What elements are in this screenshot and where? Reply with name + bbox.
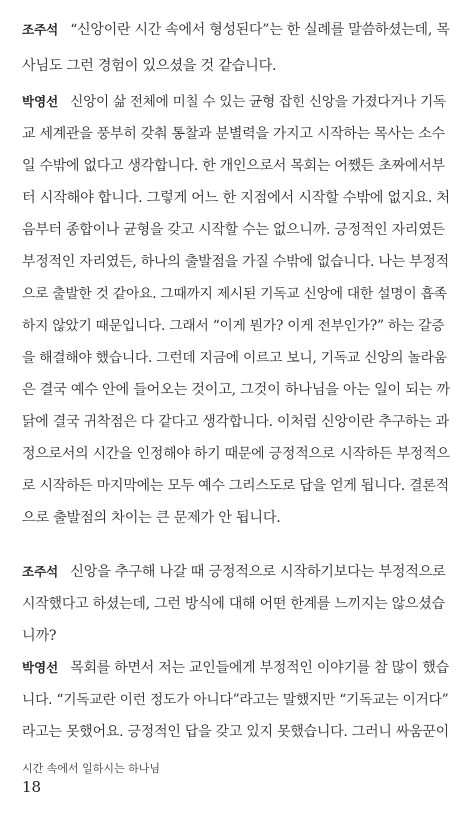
text-line: 시작했다고 하셨는데, 그런 방식에 대해 어떤 한계를 느끼지는 않으셨습 xyxy=(22,596,445,612)
line-text: “신앙이란 시간 속에서 형성된다”는 한 실례를 말씀하셨는데, 목 xyxy=(70,22,450,38)
text-line: 을 해결해야 했습니다. 그런데 지금에 이르고 보니, 기독교 신앙의 놀라움 xyxy=(22,350,447,366)
text-line: 일 수밖에 없다고 생각합니다. 한 개인으로서 목회는 어쨌든 초짜에서부 xyxy=(22,158,445,174)
line-text: 목회를 하면서 저는 교인들에게 부정적인 이야기를 참 많이 했습 xyxy=(70,660,449,676)
speaker-label: 조주석 xyxy=(22,564,59,579)
text-line xyxy=(22,92,450,112)
text-line: 으로 출발한 것 같아요. 그때까지 제시된 기독교 신앙에 대한 설명이 흡족 xyxy=(22,286,447,302)
text-line: 교 세계관을 풍부히 갖춰 통찰과 분별력을 가지고 시작하는 목사는 소수 xyxy=(22,126,445,142)
text-line: 로 시작하든 마지막에는 모두 예수 그리스도로 답을 얻게 됩니다. 결론적 xyxy=(22,478,449,494)
text-line: 정으로서의 시간을 인정해야 하기 때문에 긍정적으로 시작하든 부정적으 xyxy=(22,446,450,462)
text-line: 하지 않았기 때문입니다. 그래서 “이게 뭔가? 이게 전부인가?” 하는 갈증 xyxy=(22,318,445,334)
text-line: 니까? xyxy=(22,628,57,644)
speaker-label: 박영선 xyxy=(22,94,59,109)
text-line xyxy=(22,562,450,582)
text-line: 사님도 그런 경험이 있으셨을 것 같습니다. xyxy=(22,58,277,74)
text-line: 니다. “기독교란 이런 정도가 아니다”라고는 말했지만 “기독교는 이거다” xyxy=(22,692,449,708)
line-text: 신앙이 삶 전체에 미칠 수 있는 균형 잡힌 신앙을 가졌다거나 기독 xyxy=(70,94,446,110)
text-line: 닭에 결국 귀착점은 다 같다고 생각합니다. 이처럼 신앙이란 추구하는 과 xyxy=(22,414,449,430)
text-line: 음부터 종합이나 균형을 갖고 시작할 수는 없으니까. 긍정적인 자리였든 xyxy=(22,222,445,238)
text-line: 터 시작해야 합니다. 그렇게 어느 한 지점에서 시작할 수밖에 없지요. 처 xyxy=(22,190,450,206)
running-footer-title: 시간 속에서 일하시는 하나님 xyxy=(22,762,161,775)
speaker-label: 조주석 xyxy=(22,22,59,37)
speaker-label: 박영선 xyxy=(22,660,59,675)
line-text: 신앙을 추구해 나갈 때 긍정적으로 시작하기보다는 부정적으로 xyxy=(70,564,446,580)
text-line: 은 결국 예수 안에 들어오는 것이고, 그것이 하나님을 아는 일이 되는 까 xyxy=(22,382,450,398)
text-line: 부정적인 자리였든, 하나의 출발점을 가질 수밖에 없습니다. 나는 부정적 xyxy=(22,254,449,270)
page-number: 18 xyxy=(22,778,42,796)
text-line xyxy=(22,20,450,40)
text-line: 라고는 못했어요. 긍정적인 답을 갖고 있지 못했습니다. 그러니 싸움꾼이 xyxy=(22,724,449,740)
text-line xyxy=(22,658,450,678)
text-line: 으로 출발점의 차이는 큰 문제가 안 됩니다. xyxy=(22,510,281,526)
